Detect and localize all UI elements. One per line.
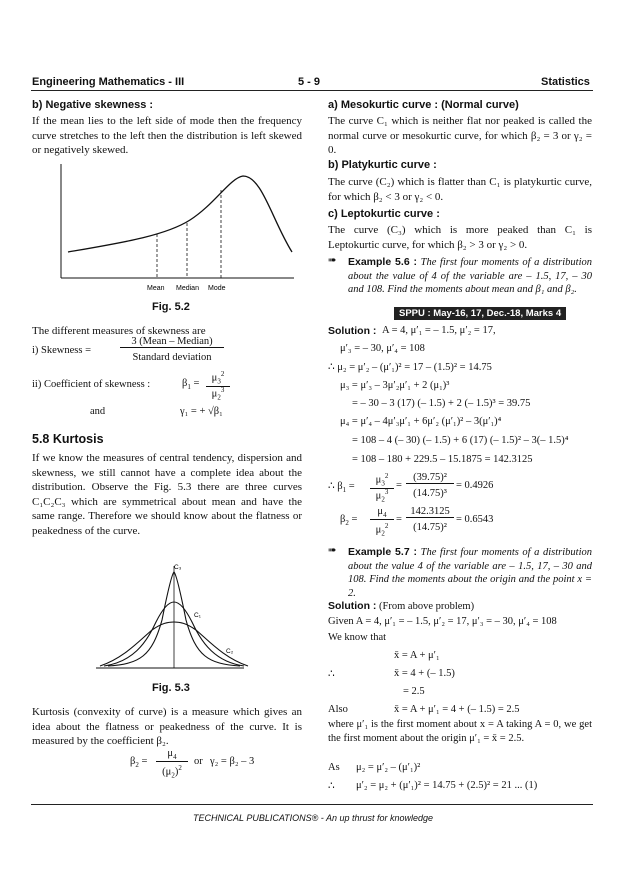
therefore-beta1: ∴ $\beta_1$ = bbox=[328, 481, 355, 495]
platykurtic-heading: b) Platykurtic curve : bbox=[328, 159, 437, 171]
coefficient-of-skewness-label: ii) Coefficient of skewness : bbox=[32, 379, 151, 390]
example-5-7-text: The first four moments of a distribution about the value 4 of the variable are – 1.5, 17, – 30 and 108. Find the moments about the origin and the point x = 2. bbox=[348, 547, 593, 599]
mean-label: Mean bbox=[147, 285, 165, 292]
mu2-prime-value: μ′₂ = μ₂ + (μ′₁)² = 14.75 + (2.5)² = 21 ... (1) bbox=[356, 780, 538, 791]
beta2-value-denominator: (14.75)² bbox=[413, 522, 447, 533]
we-know-that: We know that bbox=[328, 632, 387, 643]
kurtosis-intro-text: If we know the measures of central tendency, dispersion and skewness, we still cannot have a complete idea about the distribution. Observe the Fig. 5.3 there are three curves C₁C₂C₃ which are symmetrical about mean and have the same range. Therefore we should know about the flatness or peakedness of the curve. bbox=[32, 452, 302, 537]
skewness-denominator: Standard deviation bbox=[132, 352, 212, 363]
mean-value: = 2.5 bbox=[403, 686, 425, 697]
therefore-symbol-2: ∴ bbox=[328, 781, 335, 792]
given-moments-line: Given A = 4, μ′₁ = – 1.5, μ′₂ = 17, μ′₃ = – 30, μ′₄ = 108 bbox=[328, 616, 557, 627]
example-5-7 bbox=[348, 546, 592, 600]
negative-skewness-heading: b) Negative skewness : bbox=[32, 99, 154, 111]
mu2-line: ∴ μ₂ = μ′₂ – (μ′₁)² = 17 – (1.5)² = 14.75 bbox=[328, 362, 492, 373]
gamma2-formula: γ₂ = β₂ – 3 bbox=[210, 756, 255, 767]
beta2-symbol: $\beta_2$ = bbox=[130, 756, 148, 770]
sppu-badge: SPPU : May-16, 17, Dec.-18, Marks 4 bbox=[394, 307, 566, 320]
kurtosis-definition: Kurtosis (convexity of curve) is a measure which gives an idea about the flatness or peakedness of the curve. It is measured by the coefficient β₂. bbox=[32, 706, 302, 747]
beta1-calc-numerator: $\mu_3^2$ bbox=[370, 472, 394, 489]
beta1-symbol: $\beta_1$ = bbox=[182, 378, 200, 392]
example-arrow-icon: ➠ bbox=[328, 255, 337, 266]
platykurtic-text: The curve (C₂) which is flatter than C₁ is platykurtic curve, for which β₂ < 3 or γ₂ < 0. bbox=[328, 176, 592, 203]
example-5-6-text: The first four moments of a distribution about the value of 4 of the variable are – 1.5, 17, – 30 and 108. Find the moments about mean and β₁ and β₂. bbox=[348, 257, 593, 295]
mean-also-line: x̄ = A + μ′₁ = 4 + (– 1.5) = 2.5 bbox=[394, 704, 520, 715]
kurtosis-heading: 5.8 Kurtosis bbox=[32, 432, 104, 446]
mu2-relation: μ₂ = μ′₂ – (μ′₁)² bbox=[356, 762, 421, 773]
running-header-title: Engineering Mathematics - III bbox=[32, 76, 185, 88]
c2-label: C₂ bbox=[226, 648, 234, 655]
figure-5-3-caption: Fig. 5.3 bbox=[152, 682, 190, 694]
mesokurtic-heading: a) Mesokurtic curve : (Normal curve) bbox=[328, 99, 519, 111]
beta1-calc-denominator: $\mu_2^3$ bbox=[375, 488, 389, 504]
median-label: Median bbox=[176, 285, 199, 292]
equals-sign: = bbox=[396, 480, 402, 491]
c3-label: C₃ bbox=[174, 564, 182, 571]
origin-moment-text: where μ′₁ is the first moment about x = A taking A = 0, we get the first moment about the origin μ′₁ = x̄ = 2.5. bbox=[328, 719, 592, 744]
solution-label: Solution : bbox=[328, 325, 377, 337]
mu4-formula: μ₄ = μ′₄ – 4μ′₃μ′₁ + 6μ′₂ (μ′₁)² – 3(μ′₁)⁴ bbox=[340, 416, 502, 427]
beta2-denominator: $(\mu_2)^2$ bbox=[162, 764, 182, 780]
negative-skewness-text: If the mean lies to the left side of mode then the frequency curve stretches to the left then the distribution is left skewed or negatively skewed. bbox=[32, 115, 302, 156]
beta1-numerator: $\mu_3^2$ bbox=[206, 370, 230, 387]
mu4-substitution: = 108 – 4 (– 30) (– 1.5) + 6 (17) (– 1.5)² – 3(– 1.5)⁴ bbox=[352, 435, 569, 446]
skewness-numerator: 3 (Mean – Median) bbox=[120, 336, 224, 348]
example-5-6 bbox=[348, 256, 592, 297]
beta2-result: = 0.6543 bbox=[456, 514, 494, 525]
leptokurtic-heading: c) Leptokurtic curve : bbox=[328, 208, 440, 220]
c1-label: C₁ bbox=[194, 612, 201, 619]
mean-formula: x̄ = A + μ′₁ bbox=[394, 650, 440, 661]
solution-2-label: Solution : bbox=[328, 600, 377, 612]
leptokurtic-text: The curve (C₃) which is more peaked than C₁ is Leptokurtic curve, for which β₂ > 3 or γ₂ > 0. bbox=[328, 224, 592, 251]
mean-substitution: x̄ = 4 + (– 1.5) bbox=[394, 668, 455, 679]
beta2-value-numerator: 142.3125 bbox=[406, 506, 454, 518]
mode-label: Mode bbox=[208, 285, 226, 292]
mu3-formula: μ₃ = μ′₃ – 3μ′₂μ′₁ + 2 (μ₁)³ bbox=[340, 380, 450, 391]
given-line-2: μ′₃ = – 30, μ′₄ = 108 bbox=[340, 343, 425, 354]
beta1-result: = 0.4926 bbox=[456, 480, 494, 491]
therefore-symbol: ∴ bbox=[328, 669, 335, 680]
figure-5-2-caption: Fig. 5.2 bbox=[152, 301, 190, 313]
beta2-calc-denominator: $\mu_2^2$ bbox=[375, 522, 389, 538]
also-label: Also bbox=[328, 704, 348, 715]
beta1-denominator: $\mu_2^3$ bbox=[211, 386, 225, 402]
mu3-value: = – 30 – 3 (17) (– 1.5) + 2 (– 1.5)³ = 39.75 bbox=[352, 398, 531, 409]
header-rule bbox=[31, 90, 593, 91]
or-word: or bbox=[194, 756, 203, 767]
figure-5-2-negative-skew bbox=[40, 160, 300, 296]
example-arrow-icon-2: ➠ bbox=[328, 545, 337, 556]
beta1-value-denominator: (14.75)³ bbox=[413, 488, 447, 499]
running-header-chapter: Statistics bbox=[541, 76, 590, 88]
skewness-measures-intro: The different measures of skewness are bbox=[32, 325, 206, 337]
example-5-7-label: Example 5.7 : bbox=[348, 546, 418, 558]
beta2-calc-numerator: $\mu_4$ bbox=[370, 506, 394, 520]
equals-sign-2: = bbox=[396, 514, 402, 525]
figure-5-3-kurtosis-curves bbox=[90, 560, 250, 674]
as-label: As bbox=[328, 762, 340, 773]
beta2-numerator: $\mu_4$ bbox=[156, 748, 188, 762]
example-5-6-label: Example 5.6 : bbox=[348, 256, 418, 268]
solution-2 bbox=[328, 600, 474, 612]
solution-2-note: (From above problem) bbox=[379, 601, 475, 612]
beta2-calc-label: $\beta_2$ = bbox=[340, 514, 358, 528]
footer-text: TECHNICAL PUBLICATIONS® - An up thrust for knowledge bbox=[192, 813, 434, 823]
beta1-value-numerator: (39.75)² bbox=[406, 472, 454, 484]
and-word: and bbox=[90, 406, 106, 417]
mu4-value: = 108 – 180 + 229.5 – 15.1875 = 142.3125 bbox=[352, 454, 533, 465]
skewness-formula-label: i) Skewness = bbox=[32, 345, 92, 356]
gamma1-formula: γ₁ = + √β₁ bbox=[180, 406, 223, 417]
page-number: 5 - 9 bbox=[298, 76, 321, 88]
given-line-1: A = 4, μ′₁ = – 1.5, μ′₂ = 17, bbox=[382, 325, 496, 336]
mesokurtic-text: The curve C₁ which is neither flat nor peaked is called the normal curve or mesokurtic curve, for which β₂ = 3 or γ₂ = 0. bbox=[328, 115, 592, 156]
footer-rule bbox=[31, 804, 593, 805]
